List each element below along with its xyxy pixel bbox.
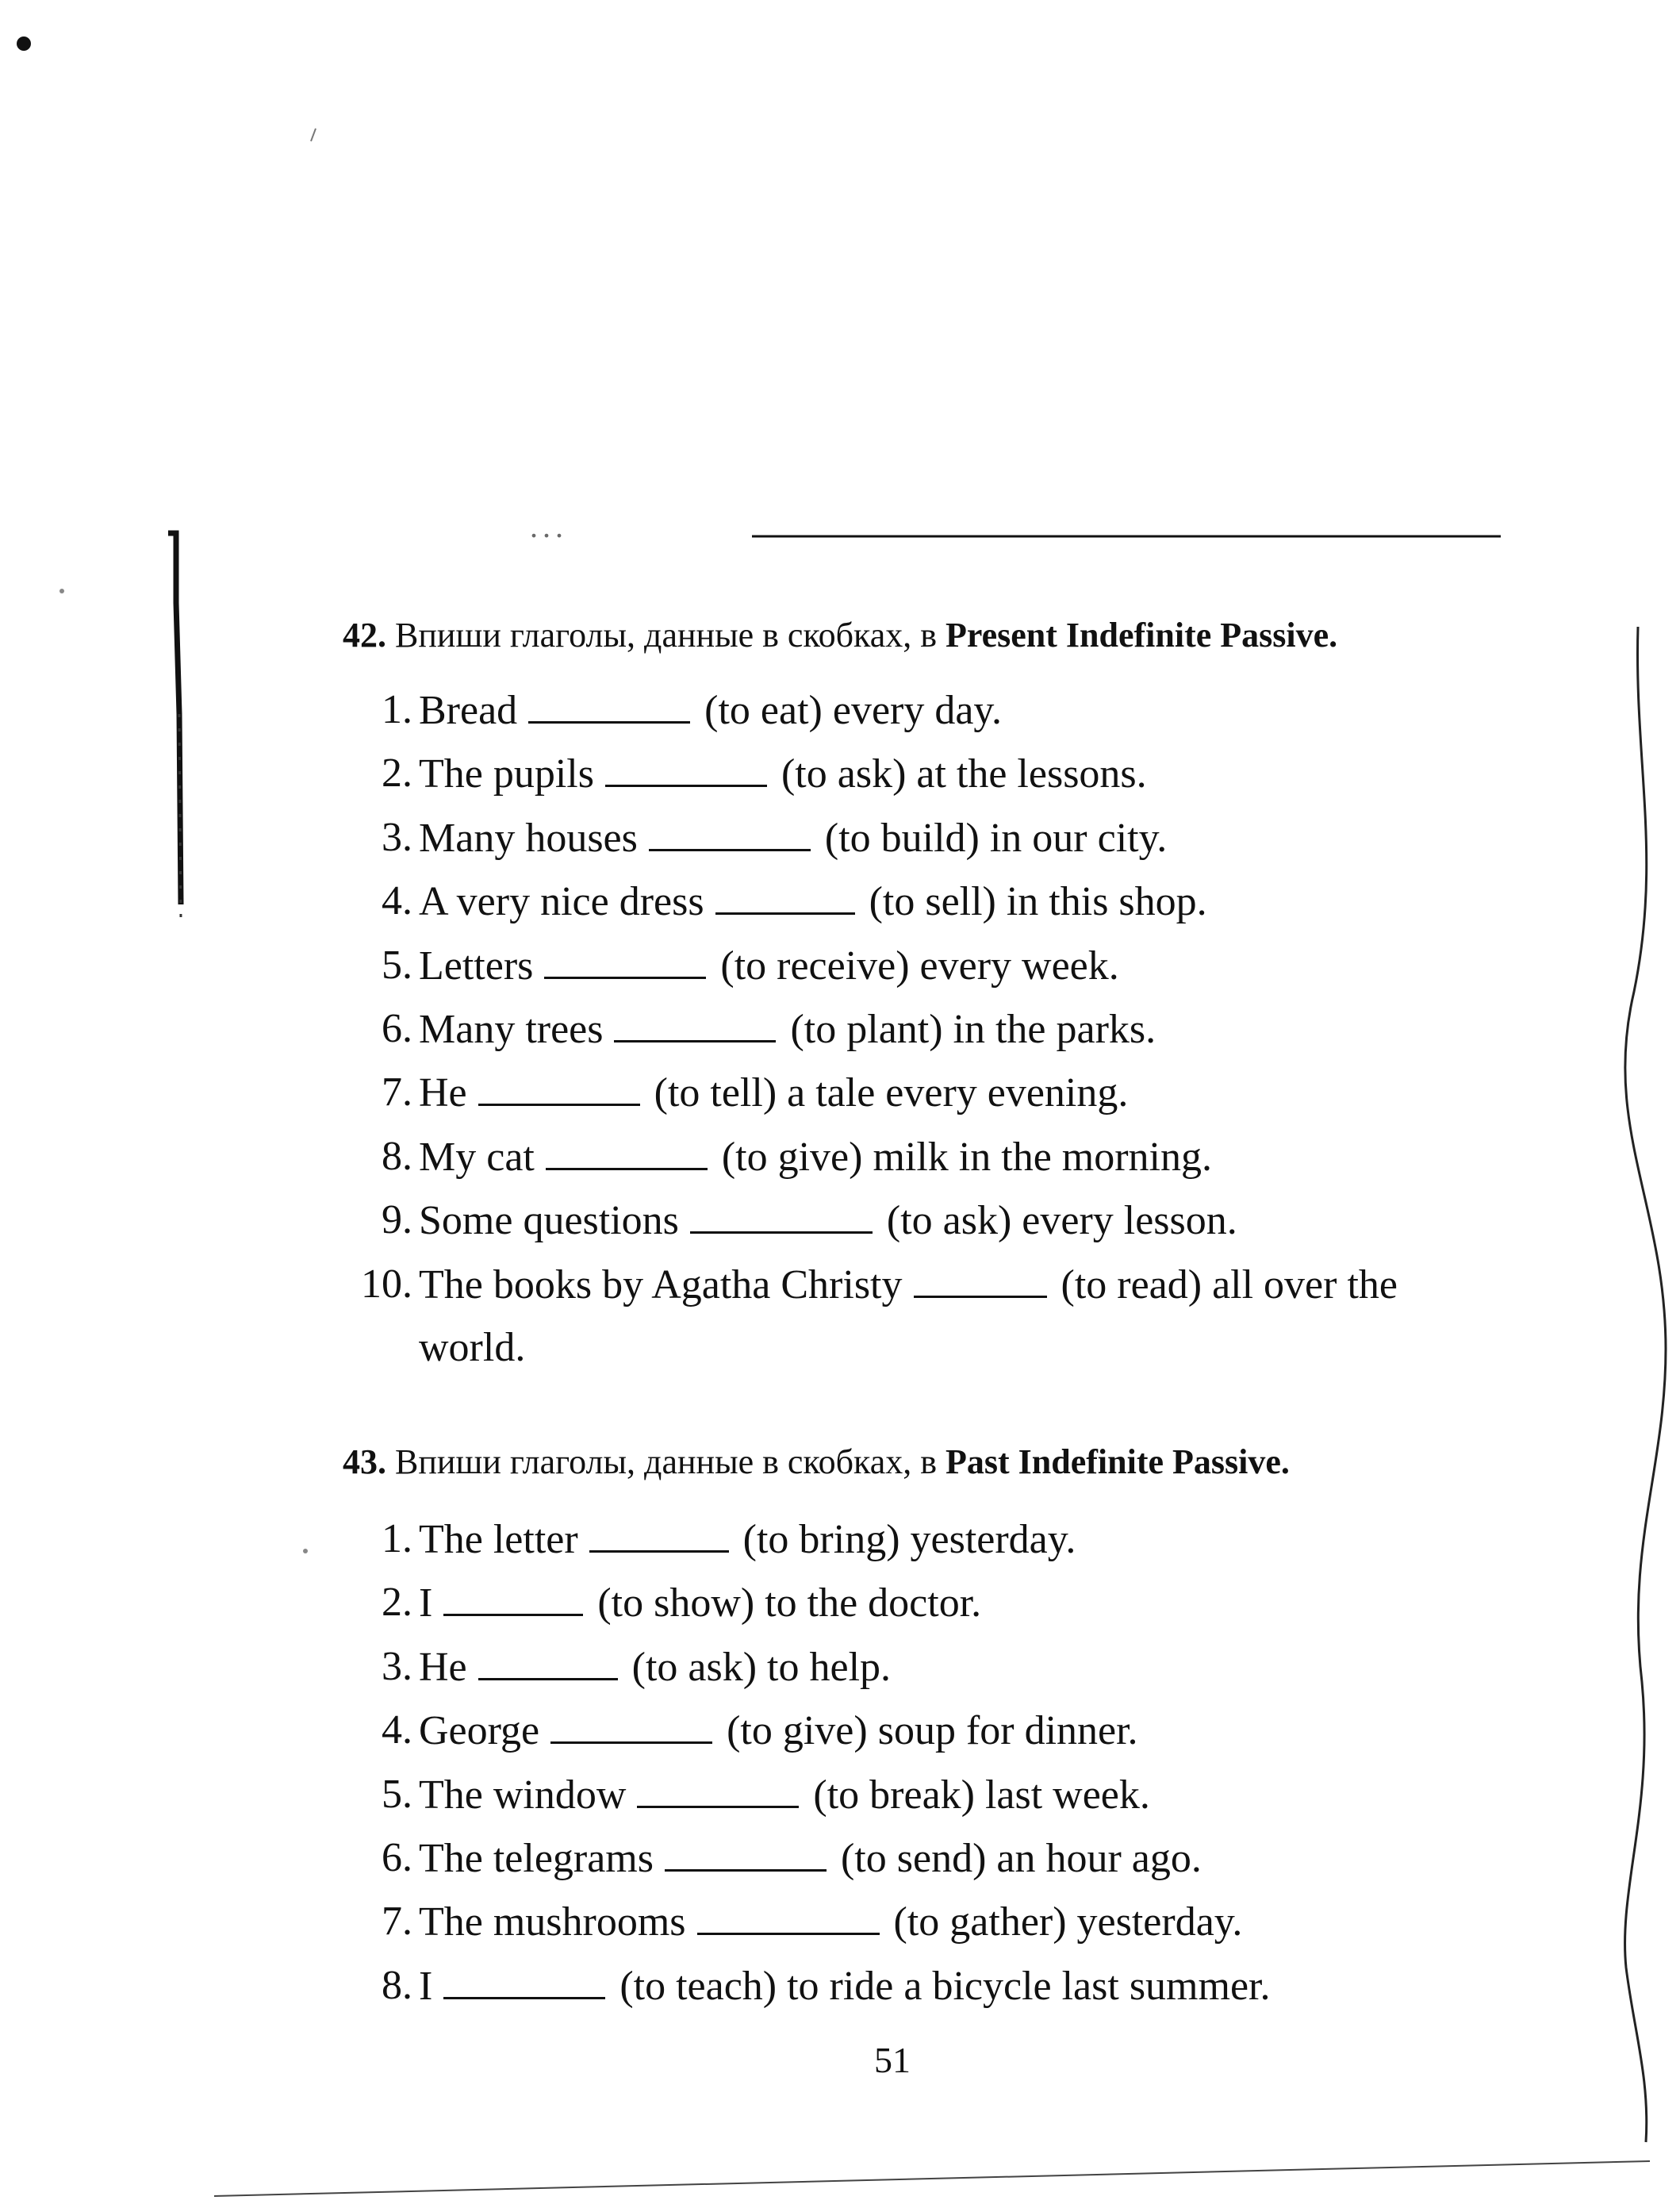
sentence-end: (to read) all over the (1061, 1261, 1398, 1307)
item-number: 2. (382, 751, 412, 797)
cut-off-text-fragment: ... (530, 509, 568, 544)
sentence-end: (to plant) in the parks. (790, 1006, 1156, 1052)
right-torn-edge (1625, 627, 1666, 2142)
item-number: 1. (382, 1516, 412, 1561)
sentence-start: He (419, 1070, 467, 1116)
exercise-number: 43. (343, 1442, 386, 1481)
item-sentence (419, 1253, 1398, 1317)
sentence-start: Many trees (419, 1006, 604, 1052)
list-item (333, 1061, 1129, 1124)
sentence-start: Bread (419, 688, 518, 733)
sentence-end: (to send) an hour ago. (840, 1835, 1202, 1881)
item-number: 1. (382, 687, 412, 732)
answer-blank (546, 1125, 708, 1170)
item-sentence (419, 1125, 1212, 1189)
item-sentence (419, 742, 1147, 806)
page-number: 51 (874, 2040, 911, 2080)
answer-blank (715, 870, 855, 915)
sentence-start: The books by Agatha Christy (419, 1261, 903, 1307)
answer-blank (697, 1890, 880, 1935)
sentence-end: (to sell) in this shop. (869, 879, 1207, 925)
list-item (333, 1188, 1237, 1252)
sentence-start: The mushrooms (419, 1899, 686, 1945)
sentence-end: (to eat) every day. (704, 688, 1003, 733)
item-sentence (419, 870, 1207, 934)
list-item (333, 1571, 982, 1634)
answer-blank (605, 742, 767, 787)
item-number: 2. (382, 1580, 412, 1626)
sentence-start: Some questions (419, 1198, 679, 1244)
list-item (333, 678, 1003, 742)
item-sentence (419, 1954, 1270, 2018)
answer-blank (665, 1826, 827, 1872)
item-sentence (419, 1635, 891, 1699)
item-number: 6. (382, 1834, 412, 1880)
sentence-end: (to give) milk in the morning. (721, 1134, 1212, 1180)
answer-blank (443, 1571, 583, 1616)
sentence-start: The telegrams (419, 1835, 654, 1881)
answer-blank (690, 1188, 873, 1234)
item-sentence (419, 1699, 1138, 1763)
list-item (333, 1699, 1138, 1762)
sentence-end: (to ask) every lesson. (886, 1198, 1237, 1244)
exercise-42-list (333, 678, 1398, 1370)
answer-blank (614, 997, 776, 1042)
ink-speck (17, 36, 31, 51)
exercise-number: 42. (343, 616, 386, 655)
item-number: 9. (382, 1197, 412, 1243)
item-sentence (419, 806, 1167, 870)
left-binding-edge (168, 533, 181, 904)
item-sentence (419, 1890, 1242, 1954)
sentence-start: My cat (419, 1134, 535, 1180)
sentence-start: The window (419, 1772, 627, 1818)
sentence-start: I (419, 1963, 433, 2009)
list-item (333, 1507, 1076, 1571)
answer-blank (478, 1635, 618, 1680)
sentence-start: George (419, 1708, 540, 1754)
list-item (333, 934, 1119, 997)
answer-blank (478, 1061, 640, 1106)
list-item (333, 1125, 1212, 1188)
sentence-continuation: world. (419, 1324, 526, 1370)
answer-blank (649, 806, 811, 851)
exercise-43-heading (343, 1442, 1290, 1482)
grammar-tense: Present Indefinite Passive. (945, 616, 1338, 655)
list-item (333, 997, 1156, 1061)
left-binding-dots (179, 714, 181, 920)
item-number: 3. (382, 1643, 412, 1689)
list-item (333, 806, 1168, 870)
list-item (333, 870, 1207, 933)
list-item (333, 742, 1147, 805)
item-number: 5. (382, 1771, 412, 1817)
exercise-instruction: Впиши глаголы, данные в скобках, в (395, 616, 938, 655)
bottom-page-edge (214, 2161, 1650, 2196)
item-sentence (419, 678, 1002, 743)
item-sentence (419, 1826, 1202, 1891)
item-number: 8. (382, 1962, 412, 2008)
answer-blank (528, 678, 690, 724)
item-number: 4. (382, 1707, 412, 1753)
item-sentence (419, 1507, 1076, 1572)
answer-blank (914, 1253, 1047, 1298)
item-number: 8. (382, 1133, 412, 1179)
exercise-instruction: Впиши глаголы, данные в скобках, в (395, 1442, 938, 1481)
sentence-end: (to teach) to ride a bicycle last summer. (619, 1963, 1271, 2009)
item-number: 4. (382, 878, 412, 924)
answer-blank (544, 934, 706, 979)
list-item (333, 1954, 1271, 2018)
answer-blank (550, 1699, 712, 1744)
sentence-end: (to give) soup for dinner. (727, 1708, 1138, 1754)
item-sentence (419, 1061, 1128, 1125)
list-item (333, 1826, 1202, 1890)
sentence-end: (to build) in our city. (824, 815, 1168, 861)
sentence-start: The letter (419, 1517, 578, 1562)
item-sentence (419, 997, 1156, 1062)
grammar-tense: Past Indefinite Passive. (945, 1442, 1290, 1481)
sentence-end: (to ask) at the lessons. (781, 751, 1147, 797)
sentence-start: He (419, 1644, 467, 1690)
list-item (333, 1890, 1243, 1953)
item-sentence (419, 934, 1119, 998)
item-number: 7. (382, 1069, 412, 1115)
sentence-end: (to tell) a tale every evening. (654, 1070, 1129, 1116)
item-number: 7. (382, 1899, 412, 1945)
ink-speck (59, 589, 64, 593)
sentence-start: I (419, 1580, 433, 1626)
ink-speck (303, 1549, 308, 1553)
sentence-end: (to bring) yesterday. (742, 1517, 1076, 1562)
exercise-42-heading (343, 615, 1337, 655)
sentence-end: (to break) last week. (813, 1772, 1150, 1818)
item-sentence (419, 1571, 981, 1635)
sentence-start: Letters (419, 943, 534, 989)
item-number: 10. (361, 1261, 412, 1307)
list-item (333, 1253, 1398, 1370)
sentence-end: (to show) to the doctor. (597, 1580, 982, 1626)
sentence-start: A very nice dress (419, 879, 704, 925)
stray-mark (311, 129, 316, 141)
sentence-start: Many houses (419, 815, 638, 861)
sentence-end: (to receive) every week. (720, 943, 1119, 989)
item-number: 5. (382, 942, 412, 988)
item-number: 6. (382, 1005, 412, 1051)
sentence-start: The pupils (419, 751, 594, 797)
item-number: 3. (382, 814, 412, 860)
sentence-end: (to ask) to help. (631, 1644, 892, 1690)
answer-blank (589, 1507, 729, 1553)
item-sentence (419, 1188, 1237, 1253)
answer-blank (443, 1954, 605, 1999)
list-item (333, 1635, 892, 1699)
list-item (333, 1763, 1150, 1826)
answer-blank (637, 1763, 799, 1808)
item-sentence (419, 1763, 1150, 1827)
exercise-43-list (333, 1507, 1271, 2018)
sentence-end: (to gather) yesterday. (893, 1899, 1243, 1945)
